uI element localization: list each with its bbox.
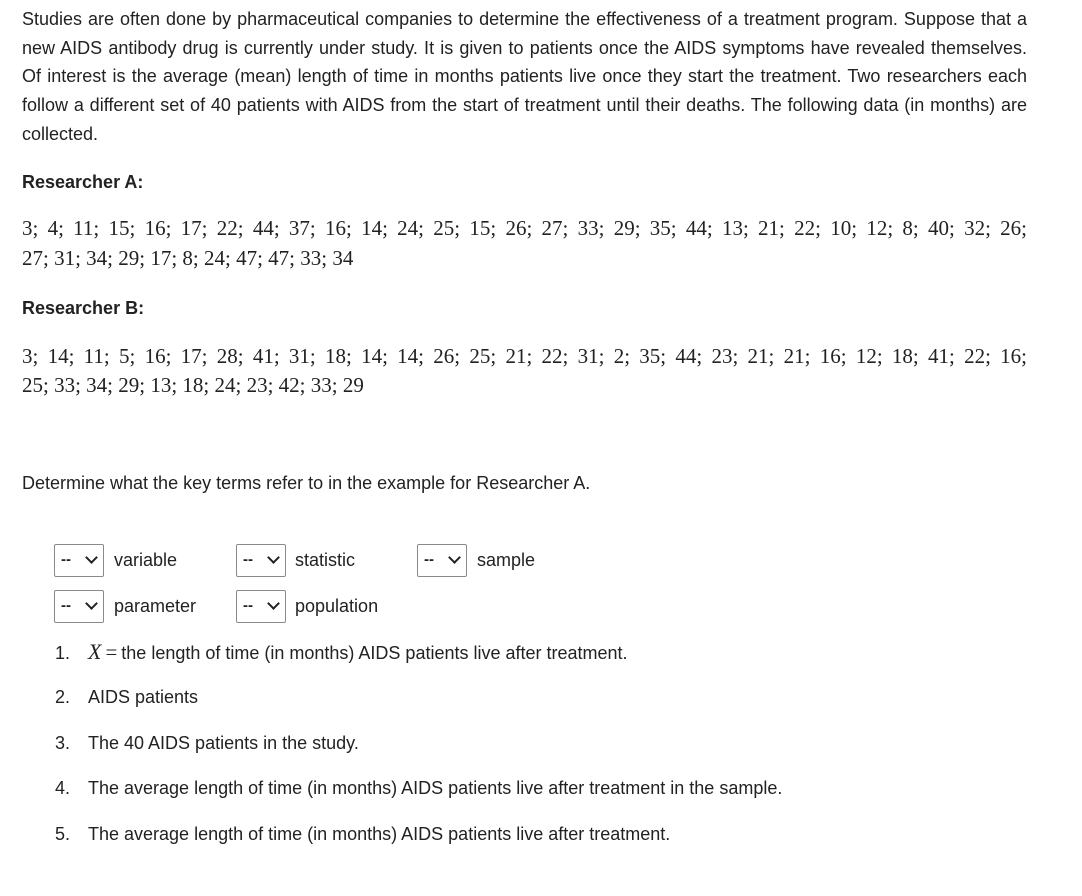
researcher-a-heading: Researcher A: xyxy=(22,172,144,192)
select-value: -- xyxy=(243,597,253,614)
list-item xyxy=(55,733,359,754)
researcher-a-data-line2: 27; 31; 34; 29; 17; 8; 24; 47; 47; 33; 34 xyxy=(22,246,354,270)
select-value: -- xyxy=(243,551,253,568)
variable-select[interactable] xyxy=(54,544,104,577)
select-value: -- xyxy=(61,597,71,614)
list-text: The average length of time (in months) AIDS patients live after treatment in the sample. xyxy=(88,778,783,798)
statistic-select[interactable] xyxy=(236,544,286,577)
parameter-select[interactable] xyxy=(54,590,104,623)
population-select[interactable] xyxy=(236,590,286,623)
chevron-down-icon xyxy=(267,551,280,564)
select-value: -- xyxy=(424,551,434,568)
list-item xyxy=(55,778,782,799)
list-text: The average length of time (in months) AIDS patients live after treatment. xyxy=(88,824,671,844)
chevron-down-icon xyxy=(85,597,98,610)
researcher-a-data-line1: 3; 4; 11; 15; 16; 17; 22; 44; 37; 16; 14; 24; 25; 15; 26; 27; 33; 29; 35; 44; 13; 21; 22; 10; 12; 8; 40; 32; 26; xyxy=(22,216,1027,240)
population-label: population xyxy=(295,596,379,616)
statistic-label: statistic xyxy=(295,550,356,570)
list-text: The 40 AIDS patients in the study. xyxy=(88,733,359,753)
variable-label: variable xyxy=(114,550,178,570)
question-text: Determine what the key terms refer to in the example for Researcher A. xyxy=(22,473,591,493)
list-number: 4. xyxy=(55,778,71,798)
math-equals: = xyxy=(105,640,118,664)
chevron-down-icon xyxy=(85,551,98,564)
list-number: 5. xyxy=(55,824,71,844)
list-item xyxy=(55,687,198,708)
list-item xyxy=(55,824,670,845)
researcher-b-heading: Researcher B: xyxy=(22,298,145,318)
chevron-down-icon xyxy=(267,597,280,610)
list-number: 1. xyxy=(55,643,71,663)
problem-intro: Studies are often done by pharmaceutical companies to determine the effectiveness of a treatment program. Suppose that a new AIDS antibody drug is currently under study. It is given to patients once the AIDS symptoms have revealed themselves. Of interest is the average (mean) length of time in months patients live once they start the treatment. Two researchers each follow a different set of 40 patients with AIDS from the start of treatment until their deaths. The following data (in months) are collected. xyxy=(22,9,1027,144)
sample-label: sample xyxy=(477,550,536,570)
list-number: 2. xyxy=(55,687,71,707)
chevron-down-icon xyxy=(448,551,461,564)
list-text: the length of time (in months) AIDS patients live after treatment. xyxy=(121,643,628,663)
researcher-b-data-line1: 3; 14; 11; 5; 16; 17; 28; 41; 31; 18; 14; 14; 26; 25; 21; 22; 31; 2; 35; 44; 23; 21; 21; 16; 12; 18; 41; 22; 16; xyxy=(22,344,1027,368)
select-value: -- xyxy=(61,551,71,568)
list-text: AIDS patients xyxy=(88,687,199,707)
parameter-label: parameter xyxy=(114,596,197,616)
math-variable: X xyxy=(88,639,102,664)
sample-select[interactable] xyxy=(417,544,467,577)
list-number: 3. xyxy=(55,733,71,753)
list-item xyxy=(55,639,628,665)
researcher-b-data-line2: 25; 33; 34; 29; 13; 18; 24; 23; 42; 33; 29 xyxy=(22,373,364,397)
